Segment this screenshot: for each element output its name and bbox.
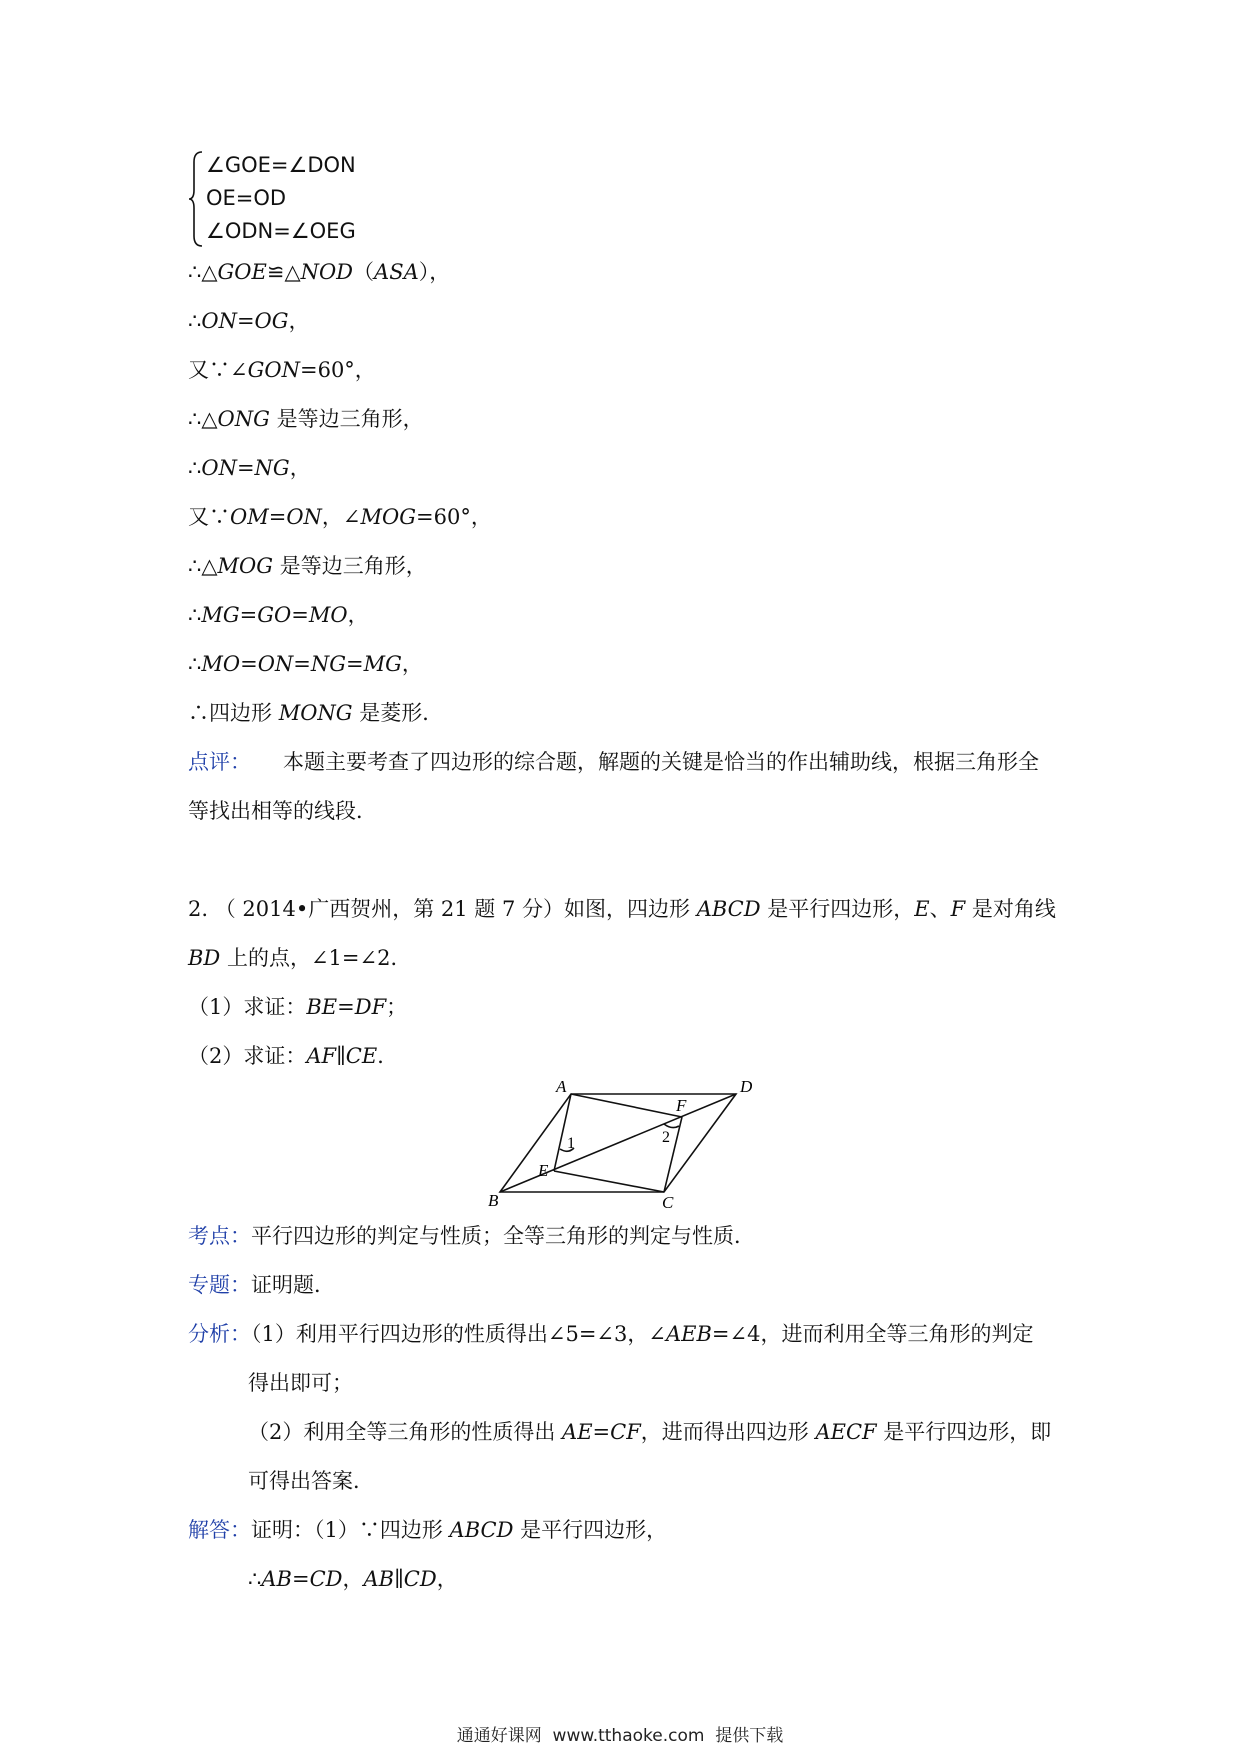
question-2: （2）求证：AF∥CE． bbox=[188, 1044, 399, 1068]
label-e: E bbox=[538, 1161, 549, 1180]
segment-ec bbox=[554, 1171, 664, 1192]
review-line: 点评： 本题主要考查了四边形的综合题，解题的关键是恰当的作出辅助线，根据三角形全 bbox=[188, 750, 1039, 774]
proof-line: ∴△GOE≌△NOD（ASA）， bbox=[188, 260, 451, 284]
fenxi-line: （2）利用全等三角形的性质得出 AE=CF，进而得出四边形 AECF 是平行四边形，即 bbox=[248, 1420, 1052, 1444]
proof-line: ∴ON=NG， bbox=[188, 456, 311, 480]
label-d: D bbox=[740, 1078, 753, 1096]
fenxi-line: 分析：（1）利用平行四边形的性质得出∠5=∠3，∠AEB=∠4，进而利用全等三角形的判定 bbox=[188, 1322, 1034, 1346]
label-f: F bbox=[676, 1096, 687, 1115]
label-c: C bbox=[662, 1193, 674, 1208]
system-line-1: ∠GOE=∠DON bbox=[206, 153, 356, 177]
proof-line: ∴△MOG 是等边三角形， bbox=[188, 554, 427, 578]
review-label: 点评： bbox=[188, 750, 251, 774]
page-footer: 通通好课网 www.tthaoke.com 提供下载 bbox=[456, 1726, 784, 1746]
kaodian-label: 考点： bbox=[188, 1224, 251, 1248]
fenxi-line: 可得出答案． bbox=[248, 1469, 374, 1493]
segment-af bbox=[571, 1094, 682, 1117]
system-line-3: ∠ODN=∠OEG bbox=[206, 219, 356, 243]
proof-line: 又∵OM=ON，∠MOG=60°， bbox=[188, 505, 492, 529]
label-angle-1: 1 bbox=[567, 1135, 575, 1152]
parallelogram-figure bbox=[488, 1078, 778, 1208]
system-line-2: OE=OD bbox=[206, 186, 287, 210]
zhuanti-line: 专题：证明题． bbox=[188, 1273, 335, 1297]
proof-line: ∴MG=GO=MO， bbox=[188, 603, 369, 627]
equation-system bbox=[188, 150, 408, 248]
proof-line: ∴ON=OG， bbox=[188, 309, 310, 333]
zhuanti-label: 专题： bbox=[188, 1273, 251, 1297]
fenxi-line: 得出即可； bbox=[248, 1371, 353, 1395]
proof-line: ∴△ONG 是等边三角形， bbox=[188, 407, 424, 431]
jieda-line: 解答：证明：（1）∵四边形 ABCD 是平行四边形， bbox=[188, 1518, 668, 1542]
proof-line: ∴MO=ON=NG=MG， bbox=[188, 652, 423, 676]
left-brace-icon bbox=[188, 150, 206, 248]
jieda-line: ∴AB=CD，AB∥CD， bbox=[248, 1567, 458, 1591]
label-a: A bbox=[556, 1078, 567, 1096]
proof-line: 又∵∠GON=60°， bbox=[188, 358, 376, 382]
fenxi-label: 分析： bbox=[188, 1322, 251, 1346]
jieda-label: 解答： bbox=[188, 1518, 251, 1542]
angle-2-arc bbox=[664, 1124, 679, 1128]
question-1: （1）求证：BE=DF； bbox=[188, 995, 408, 1019]
label-angle-2: 2 bbox=[662, 1129, 670, 1146]
kaodian-line: 考点：平行四边形的判定与性质；全等三角形的判定与性质． bbox=[188, 1224, 755, 1248]
label-b: B bbox=[488, 1191, 499, 1208]
problem-statement: BD 上的点，∠1=∠2． bbox=[188, 946, 412, 970]
review-line: 等找出相等的线段． bbox=[188, 799, 377, 823]
proof-line: ∴四边形 MONG 是菱形． bbox=[188, 701, 444, 725]
problem-statement: 2. （ 2014•广西贺州，第 21 题 7 分）如图，四边形 ABCD 是平行四边形，E、F 是对角线 bbox=[188, 897, 1056, 921]
